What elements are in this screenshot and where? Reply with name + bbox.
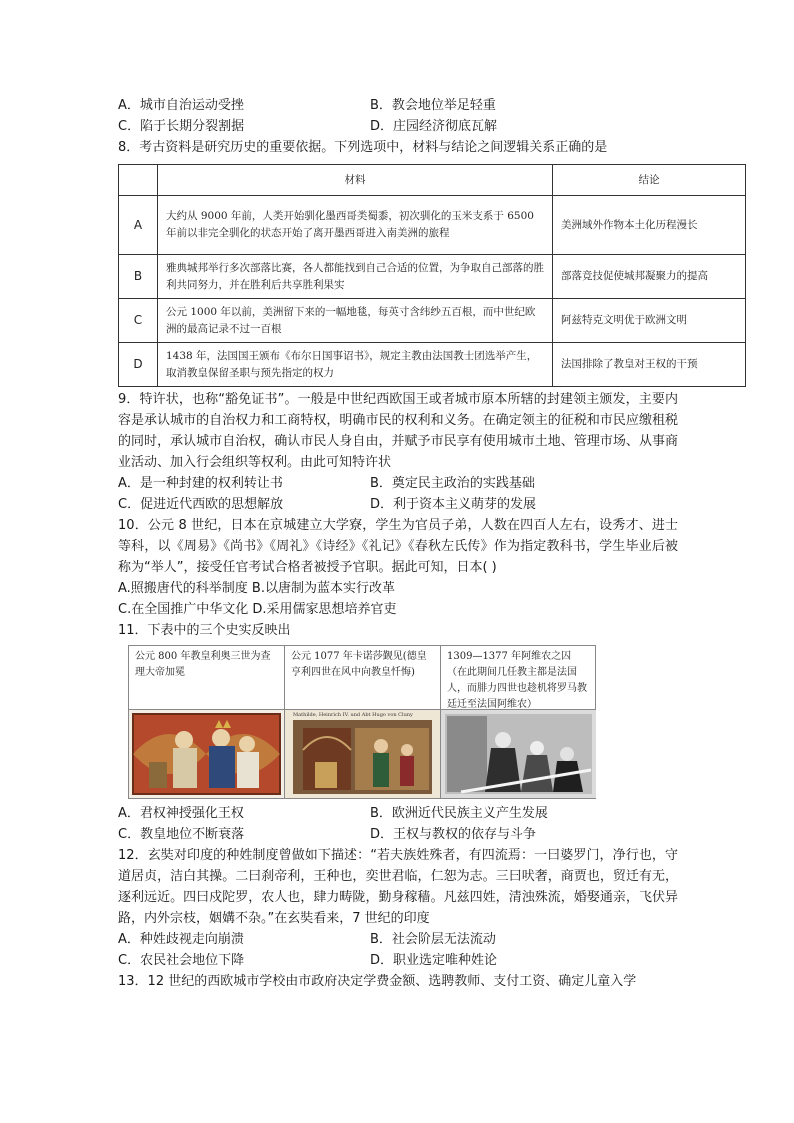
q12-option-b[interactable]: B．社会阶层无法流动 [370, 932, 496, 947]
q8-row-a-letter[interactable]: A [119, 196, 158, 255]
q11-panel-1 [129, 646, 285, 798]
avignon-illustration-image [441, 710, 596, 798]
q11-image-table [128, 645, 596, 799]
q7-option-b[interactable]: B．教会地位举足轻重 [370, 98, 496, 113]
q12-options-row-1 [118, 929, 678, 950]
q8-row-a-material: 大约从 9000 年前，人类开始驯化墨西哥类蜀黍，初次驯化的玉米支系于 6500 年前以非完全驯化的状态开始了离开墨西哥进入南美洲的旅程 [158, 196, 553, 255]
q7-options-row-2 [118, 116, 678, 137]
q7-option-c[interactable]: C．陷于长期分裂割据 [118, 119, 245, 134]
q8-header-conclusion: 结论 [553, 165, 746, 196]
q9-options-row-2 [118, 494, 678, 515]
q11-options-row-2 [118, 824, 678, 845]
q11-option-d[interactable]: D．王权与教权的依存与斗争 [370, 827, 537, 842]
canossa-illustration-image [285, 710, 440, 798]
q11-panel-2 [285, 646, 441, 798]
q8-row-c-letter[interactable]: C [119, 299, 158, 343]
q9-option-b[interactable]: B．奠定民主政治的实践基础 [370, 476, 535, 491]
q8-header-material: 材料 [158, 165, 553, 196]
q8-table [118, 164, 746, 387]
q11-caption-2: 公元 1077 年卡诺莎觐见(德皇亨利四世在风中向教皇忏悔) [285, 646, 440, 710]
q8-row-a-conclusion: 美洲域外作物本土化历程漫长 [553, 196, 746, 255]
q8-row-c-material: 公元 1000 年以前，美洲留下来的一幅地毯，每英寸含纬纱五百根，而中世纪欧洲的最高记录不过一百根 [158, 299, 553, 343]
q9-option-a[interactable]: A．是一种封建的权利转让书 [118, 476, 283, 491]
q7-option-a[interactable]: A．城市自治运动受挫 [118, 98, 244, 113]
q10-stem: 10．公元 8 世纪，日本在京城建立大学寮，学生为官员子弟，人数在四百人左右，设秀才、进士等科，以《周易》《尚书》《周礼》《诗经》《礼记》《春秋左氏传》作为指定教科书，学生毕业后被称为“举人”，接受任官考试合格者被授予官职。据此可知，日本( ) [118, 518, 678, 575]
q8-row-d-conclusion: 法国排除了教皇对王权的干预 [553, 343, 746, 387]
q11-caption-3: 1309—1377 年阿维农之囚（在此期间几任教主都是法国人，而腓力四世也趁机将罗马教廷迁至法国阿维农） [441, 646, 596, 710]
q11-panel-3 [441, 646, 596, 798]
q8-row-b-letter[interactable]: B [119, 255, 158, 299]
q12-option-d[interactable]: D．职业选定唯种姓论 [370, 953, 498, 968]
exam-page [118, 95, 708, 992]
table-row [119, 299, 746, 343]
q11-option-a[interactable]: A．君权神授强化王权 [118, 806, 244, 821]
q8-row-d-material: 1438 年，法国国王颁布《布尔日国事诏书》，规定主教由法国教士团选举产生，取消教皇保留圣职与预先指定的权力 [158, 343, 553, 387]
table-row [119, 343, 746, 387]
q10-options-ab[interactable]: A.照搬唐代的科举制度 B.以唐制为蓝本实行改革 [118, 581, 395, 596]
q12-option-a[interactable]: A．种姓歧视走向崩溃 [118, 932, 244, 947]
q10-options-cd[interactable]: C.在全国推广中华文化 D.采用儒家思想培养官吏 [118, 602, 397, 617]
q11-stem: 11．下表中的三个史实反映出 [118, 623, 291, 638]
coronation-illustration-image [129, 710, 284, 798]
q11-option-b[interactable]: B．欧洲近代民族主义产生发展 [370, 806, 548, 821]
q8-row-d-letter[interactable]: D [119, 343, 158, 387]
q8-stem: 8．考古资料是研究历史的重要依据。下列选项中，材料与结论之间逻辑关系正确的是 [118, 140, 608, 155]
q11-options-row-1 [118, 803, 678, 824]
table-row [119, 255, 746, 299]
table-row [119, 196, 746, 255]
q12-stem: 12．玄奘对印度的种姓制度曾做如下描述：“若夫族姓殊者，有四流焉：一曰婆罗门，净行也，守道居贞，洁白其操。二曰刹帝利，王种也，奕世君临，仁恕为志。三曰吠奢，商贾也，贸迁有无，逐利远近。四曰戍陀罗，农人也，肆力畴陇，勤身稼穑。凡兹四姓，清浊殊流，婚娶通亲，飞伏异路，内外宗枝，姻媾不杂。”在玄奘看来，7 世纪的印度 [118, 848, 678, 926]
q12-options-row-2 [118, 950, 678, 971]
q12-option-c[interactable]: C．农民社会地位下降 [118, 953, 245, 968]
q8-row-b-material: 雅典城邦举行多次部落比赛，各人都能找到自己合适的位置，为争取自己部落的胜利共同努力，并在胜利后共享胜利果实 [158, 255, 553, 299]
q11-option-c[interactable]: C．教皇地位不断衰落 [118, 827, 245, 842]
q9-stem: 9．特许状，也称“豁免证书”。一般是中世纪西欧国王或者城市原本所辖的封建领主颁发，主要内容是承认城市的自治权力和工商特权，明确市民的权利和义务。在确定领主的征税和市民应缴租税的同时，承认城市自治权，确认市民人身自由，并赋予市民享有使用城市土地、管理市场、从事商业活动、加入行会组织等权利。由此可知特许状 [118, 392, 678, 470]
q7-option-d[interactable]: D．庄园经济彻底瓦解 [370, 119, 498, 134]
q7-options-row-1 [118, 95, 678, 116]
q8-row-c-conclusion: 阿兹特克文明优于欧洲文明 [553, 299, 746, 343]
q8-table-corner [119, 165, 158, 196]
q8-row-b-conclusion: 部落竞技促使城邦凝聚力的提高 [553, 255, 746, 299]
q9-options-row-1 [118, 473, 678, 494]
q13-stem: 13．12 世纪的西欧城市学校由市政府决定学费金额、选聘教师、支付工资、确定儿童入学 [118, 974, 637, 989]
q9-option-d[interactable]: D．利于资本主义萌芽的发展 [370, 497, 537, 512]
q11-caption-1: 公元 800 年教皇利奥三世为查理大帝加冕 [129, 646, 284, 710]
q11-inset-caption: Mathilde, Heinrich IV. und Abt Hugo von Cluny [293, 712, 413, 718]
q9-option-c[interactable]: C．促进近代西欧的思想解放 [118, 497, 284, 512]
